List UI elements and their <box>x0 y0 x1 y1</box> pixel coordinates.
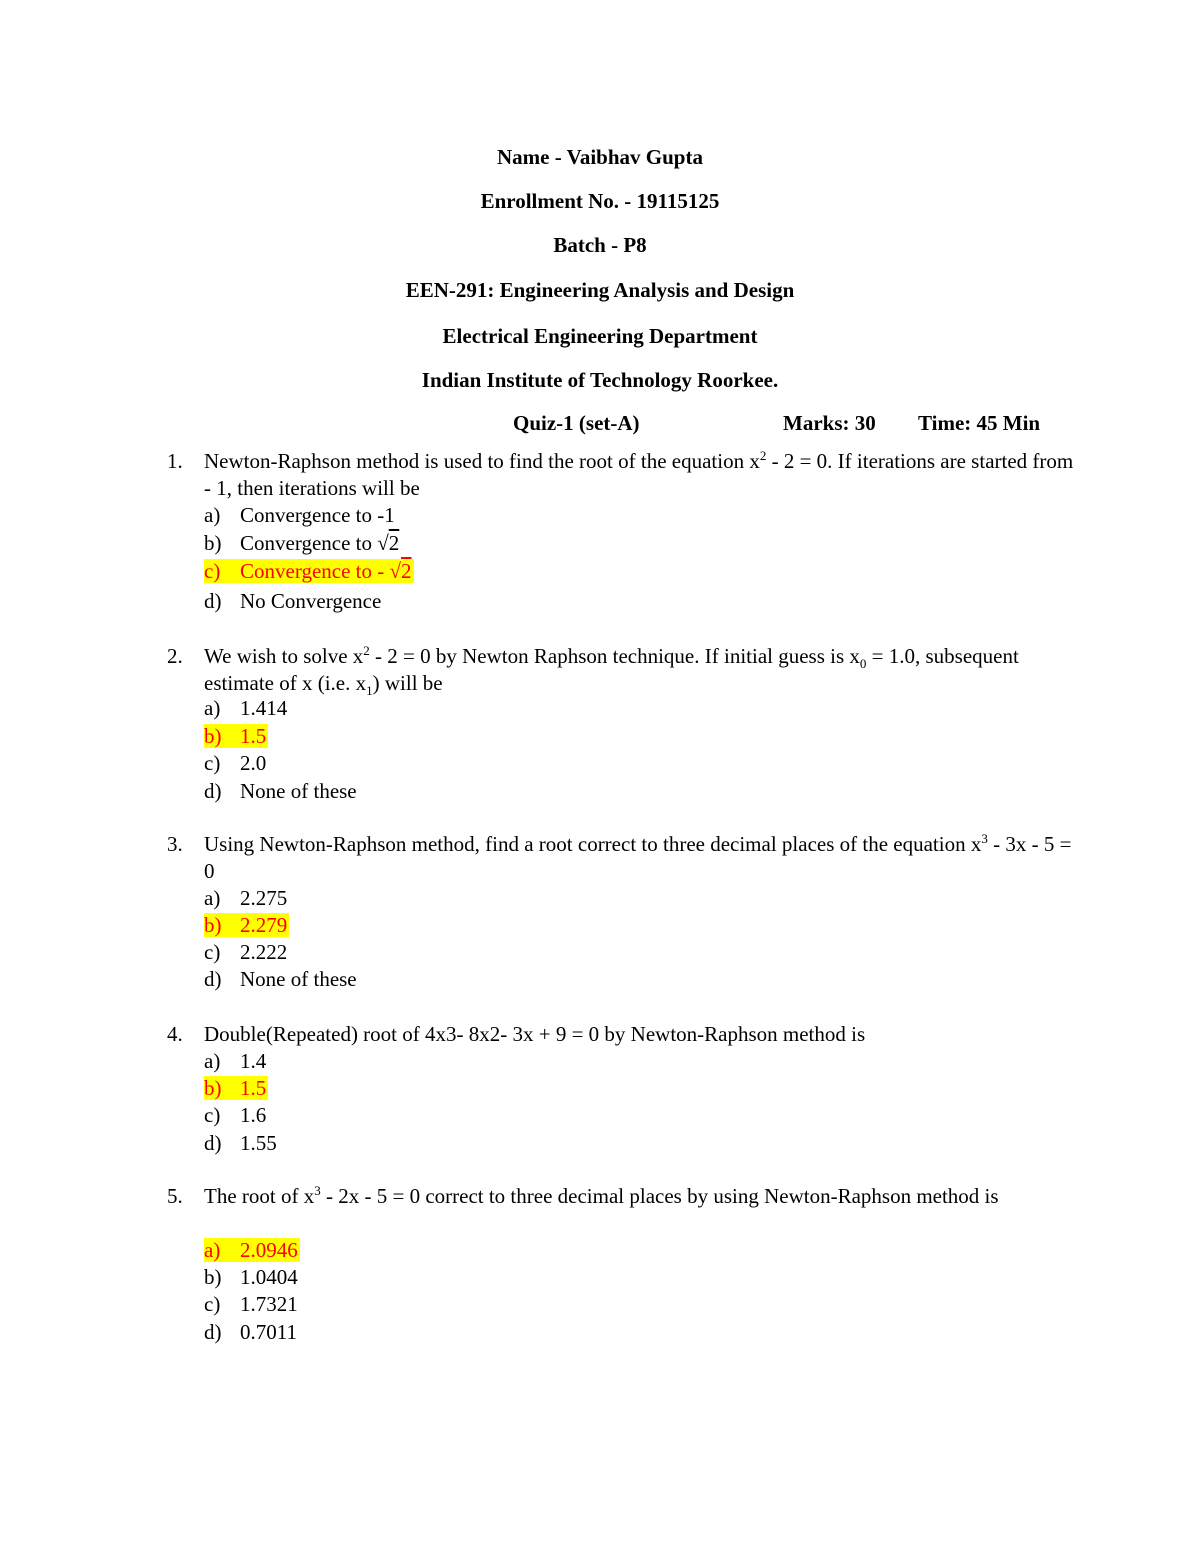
option: a) 1.414 <box>204 696 288 720</box>
option: d) 1.55 <box>204 1131 277 1155</box>
option: d) 0.7011 <box>204 1320 297 1344</box>
question-number: 3. <box>167 832 183 856</box>
course-title: EEN-291: Engineering Analysis and Design <box>405 278 795 302</box>
question-text: We wish to solve $x^2 - 2 = 0$ by Newton Raphson technique. If initial guess is $x_0 = 1.0$, subsequent estimate of x (i.e. $x_1$) will be <box>204 643 1019 699</box>
correct-option: b) 2.279 <box>204 913 288 937</box>
correct-option: a) 2.0946 <box>204 1238 298 1262</box>
option: a) 2.275 <box>204 886 288 910</box>
option: c) 2.222 <box>204 940 288 964</box>
option: a) 1.4 <box>204 1049 267 1073</box>
option: a) Convergence to -1 <box>204 503 395 527</box>
option: b) Convergence to √2 <box>204 531 400 555</box>
question-text: Double(Repeated) root of 4x3- 8x2- 3x + 9 = 0 by Newton-Raphson method is <box>204 1022 866 1046</box>
correct-option: c) Convergence to - √2 <box>204 559 412 583</box>
option: c) 1.7321 <box>204 1292 298 1316</box>
option: d) No Convergence <box>204 589 382 613</box>
correct-option: b) 1.5 <box>204 1076 267 1100</box>
option: b) 1.0404 <box>204 1265 298 1289</box>
batch: Batch - P8 <box>553 233 647 257</box>
option: d) None of these <box>204 967 357 991</box>
institute: Indian Institute of Technology Roorkee. <box>421 368 779 392</box>
option: d) None of these <box>204 779 357 803</box>
question-number: 4. <box>167 1022 183 1046</box>
quiz-time: Time: 45 Min <box>918 411 1041 435</box>
enrollment-number: Enrollment No. - 19115125 <box>480 189 720 213</box>
option: c) 2.0 <box>204 751 267 775</box>
question-text: Newton-Raphson method is used to find the root of the equation $x^2 - 2 = 0$. If iterations are started from - 1, then iterations will be <box>204 448 1074 500</box>
question-text: Using Newton-Raphson method, find a root correct to three decimal places of the equation $x^3 - 3x - 5 = 0$ <box>204 831 1072 883</box>
department: Electrical Engineering Department <box>442 324 758 348</box>
option: c) 1.6 <box>204 1103 267 1127</box>
quiz-title: Quiz-1 (set-A) <box>513 411 640 435</box>
quiz-marks: Marks: 30 <box>783 411 876 435</box>
question-number: 2. <box>167 644 183 668</box>
question-text: The root of $x^3 - 2x - 5 = 0$ correct to three decimal places by using Newton-Raphson method is <box>204 1183 999 1208</box>
question-number: 5. <box>167 1184 183 1208</box>
student-name: Name - Vaibhav Gupta <box>497 145 703 169</box>
correct-option: b) 1.5 <box>204 724 267 748</box>
question-number: 1. <box>167 449 183 473</box>
